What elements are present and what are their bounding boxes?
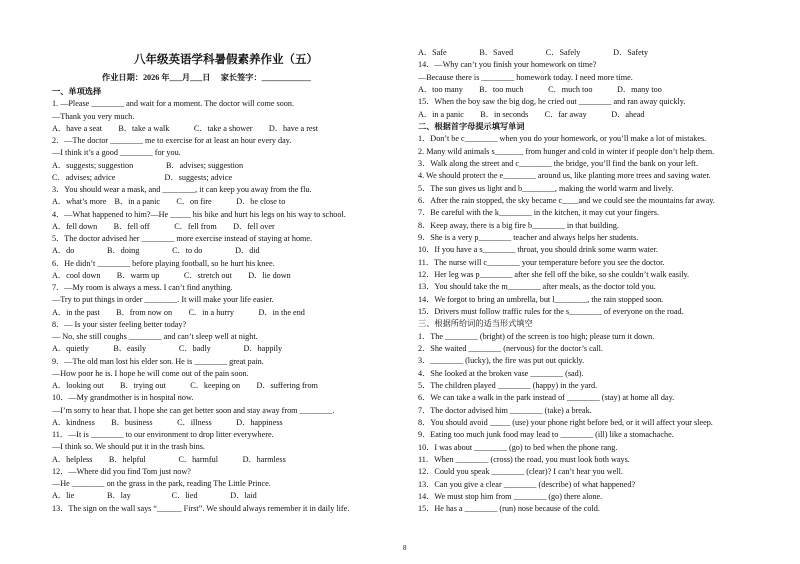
right-column-line: 12．Her leg was p________ after she fell off the bike, so she couldn’t walk easily.	[418, 269, 690, 279]
left-column-line: 10．—My grandmother is in hospital now.	[52, 393, 194, 403]
left-column-line: A．suggests; suggestion B．advises; suggestion	[52, 160, 244, 170]
left-column-line: —Thank you very much.	[52, 111, 135, 121]
left-column-line: — No, she still coughs ________ and can’t sleep well at night.	[52, 332, 258, 341]
right-column-line: 13．You should take the m________ after meals, as the doctor told you.	[418, 282, 656, 292]
right-column-line: 5．The sun gives us light and b________, making the world warm and lively.	[418, 183, 674, 193]
left-column-line: A．do B．doing C．to do D．did	[52, 246, 260, 256]
left-column-line: —I’m sorry to hear that. I hope she can get better soon and stay away from ________.	[52, 405, 335, 415]
right-column-line: 15．Drivers must follow traffic rules for the s________ of everyone on the road.	[418, 306, 684, 316]
right-column-line: 8．You should avoid _____ (use) your phone right before bed, or it will affect your sleep.	[418, 417, 713, 427]
right-column-line: 1．Don’t be c________ when you do your homework, or you’ll make a lot of mistakes.	[418, 134, 707, 144]
left-column-line: 4．—What happened to him?—He _____ his bike and hurt his legs on his way to school.	[52, 209, 346, 219]
right-column-line: 13．Can you give a clear ________ (describe) of what happened?	[418, 479, 636, 489]
right-column-line: 3．________ (lucky), the fire was put out quickly.	[418, 356, 585, 366]
left-column-line: A．kindness B．business C．illness D．happiness	[52, 417, 283, 427]
left-column-line: 12．—Where did you find Tom just now?	[52, 466, 191, 476]
section-heading: 一、单项选择	[52, 87, 102, 96]
page-title: 八年级英语学科暑假素养作业（五）	[134, 54, 318, 66]
left-column-line: 6．He didn’t ________ before playing football, so he hurt his knee.	[52, 258, 275, 268]
right-column-line: 6．We can take a walk in the park instead of ________ (stay) at home all day.	[418, 393, 675, 403]
right-column-line: 14．We forgot to bring an umbrella, but l________, the rain stopped soon.	[418, 294, 664, 304]
right-column-line: 11．When ________ (cross) the road, you must look both ways.	[418, 454, 630, 464]
date-signature-line: 作业日期：2026 年___月___日 家长签字：____________	[102, 73, 311, 82]
right-column-line: 4. We should protect the e________ around us, like planting more trees and saving water.	[418, 171, 711, 181]
left-column-line: C．advises; advice D．suggests; advice	[52, 172, 233, 182]
right-column-line: 11．The nurse will c________ your temperature before you see the doctor.	[418, 257, 665, 267]
right-column-line: 14．We must stop him from ________ (go) there alone.	[418, 491, 603, 501]
left-column-line: A．cool down B．warm up C．stretch out D．lie down	[52, 270, 291, 280]
right-column-line: 10．If you have a s________ throat, you should drink some warm water.	[418, 245, 658, 255]
right-column-line: A．Safe B．Saved C．Safely D．Safety	[418, 48, 649, 57]
section-heading: 二、根据首字母提示填写单词	[418, 121, 525, 131]
right-column-line: 4．She looked at the broken vase ________ (sad).	[418, 368, 584, 378]
right-column-line: 1．The ________ (bright) of the screen is too high; please turn it down.	[418, 331, 655, 341]
left-column-line: A．have a seat B．take a walk C．take a shower D．have a rest	[52, 123, 319, 133]
left-column-line: A．looking out B．trying out C．keeping on D．suffering from	[52, 381, 318, 390]
left-column-line: A．fell down B．fell off C．fell from D．fell over	[52, 221, 275, 231]
left-column-line: 13．The sign on the wall says “______ First”. We should always remember it in daily life.	[52, 503, 350, 513]
section-heading: 三、根据所给词的适当形式填空	[418, 319, 533, 329]
page-number: 8	[403, 544, 407, 552]
right-column-line: 9．Eating too much junk food may lead to ________ (ill) like a stomachache.	[418, 430, 674, 440]
left-column-line: 2．—The doctor ________ me to exercise for at least an hour every day.	[52, 136, 292, 145]
left-column-line: 1. —Please ________ and wait for a moment. The doctor will come soon.	[52, 99, 295, 109]
right-column-line: 10．I was about ________ (go) to bed when the phone rang.	[418, 442, 618, 452]
left-column-line: 5．The doctor advised her ________ more exercise instead of staying at home.	[52, 234, 313, 243]
right-column-line: 2. Many wild animals s_______ from hunger and cold in winter if people don’t help them.	[418, 146, 715, 156]
left-column-line: 11．—It is ________ to our environment to drop litter everywhere.	[52, 430, 274, 439]
right-column-line: 9．She is a very p________ teacher and always helps her students.	[418, 232, 639, 242]
left-column-line: 9．—The old man lost his elder son. He is ________ great pain.	[52, 356, 264, 366]
right-column-line: 8．Keep away, there is a big fire b________ in that building.	[418, 220, 619, 230]
right-column-line: 7．The doctor advised him ________ (take) a break.	[418, 405, 592, 415]
right-column-line: 5．The children played ________ (happy) in the yard.	[418, 380, 598, 390]
left-column-line: —How poor he is. I hope he will come out of the pain soon.	[52, 368, 249, 378]
right-column-line: A．too many B．too much C．much too D．many too	[418, 84, 662, 94]
right-column-line: 7．Be careful with the k________ in the kitchen, it may cut your fingers.	[418, 208, 660, 218]
right-column-line: 12．Could you speak ________ (clear)? I can’t hear you well.	[418, 467, 623, 477]
right-column-line: 14．—Why can’t you finish your homework on time?	[418, 60, 597, 70]
left-column-line: A．in the past B．from now on C．in a hurry D．in the end	[52, 307, 305, 317]
left-column-line: 7．—My room is always a mess. I can’t find anything.	[52, 283, 233, 292]
left-column-line: 3．You should wear a mask, and ________, it can keep you away from the flu.	[52, 185, 312, 194]
left-column-line: A．lie B．lay C．lied D．laid	[52, 491, 257, 501]
right-column-line: —Because there is ________ homework today. I need more time.	[418, 72, 633, 82]
right-column-line: A．in a panic B．in seconds C．far away D．ahead	[418, 109, 645, 119]
left-column-line: A．what’s more B．in a panic C．on fire D．be close to	[52, 197, 286, 207]
left-column-line: A．quietly B．easily C．badly D．happily	[52, 344, 283, 354]
left-column-line: —He ________ on the grass in the park, reading The Little Prince.	[52, 479, 271, 488]
left-column-line: A．helpless B．helpful C．harmful D．harmless	[52, 454, 286, 464]
right-column-line: 3．Walk along the street and c________ the bridge, you’ll find the bank on your left.	[418, 158, 698, 168]
right-column-line: 6．After the rain stopped, the sky became c____and we could see the mountains far away.	[418, 195, 715, 205]
left-column-line: —I think so. We should put it in the trash bins.	[52, 442, 205, 452]
left-column-line: —I think it’s a good ________ for you.	[52, 148, 181, 158]
right-column-line: 2．She waited ________ (nervous) for the doctor’s call.	[418, 343, 603, 353]
right-column-line: 15．When the boy saw the big dog, he cried out ________ and ran away quickly.	[418, 97, 686, 107]
left-column-line: 8．— Is your sister feeling better today?	[52, 319, 187, 329]
left-column-line: —Try to put things in order ________. It will make your life easier.	[52, 295, 274, 305]
right-column-line: 15．He has a ________ (run) nose because of the cold.	[418, 504, 600, 514]
